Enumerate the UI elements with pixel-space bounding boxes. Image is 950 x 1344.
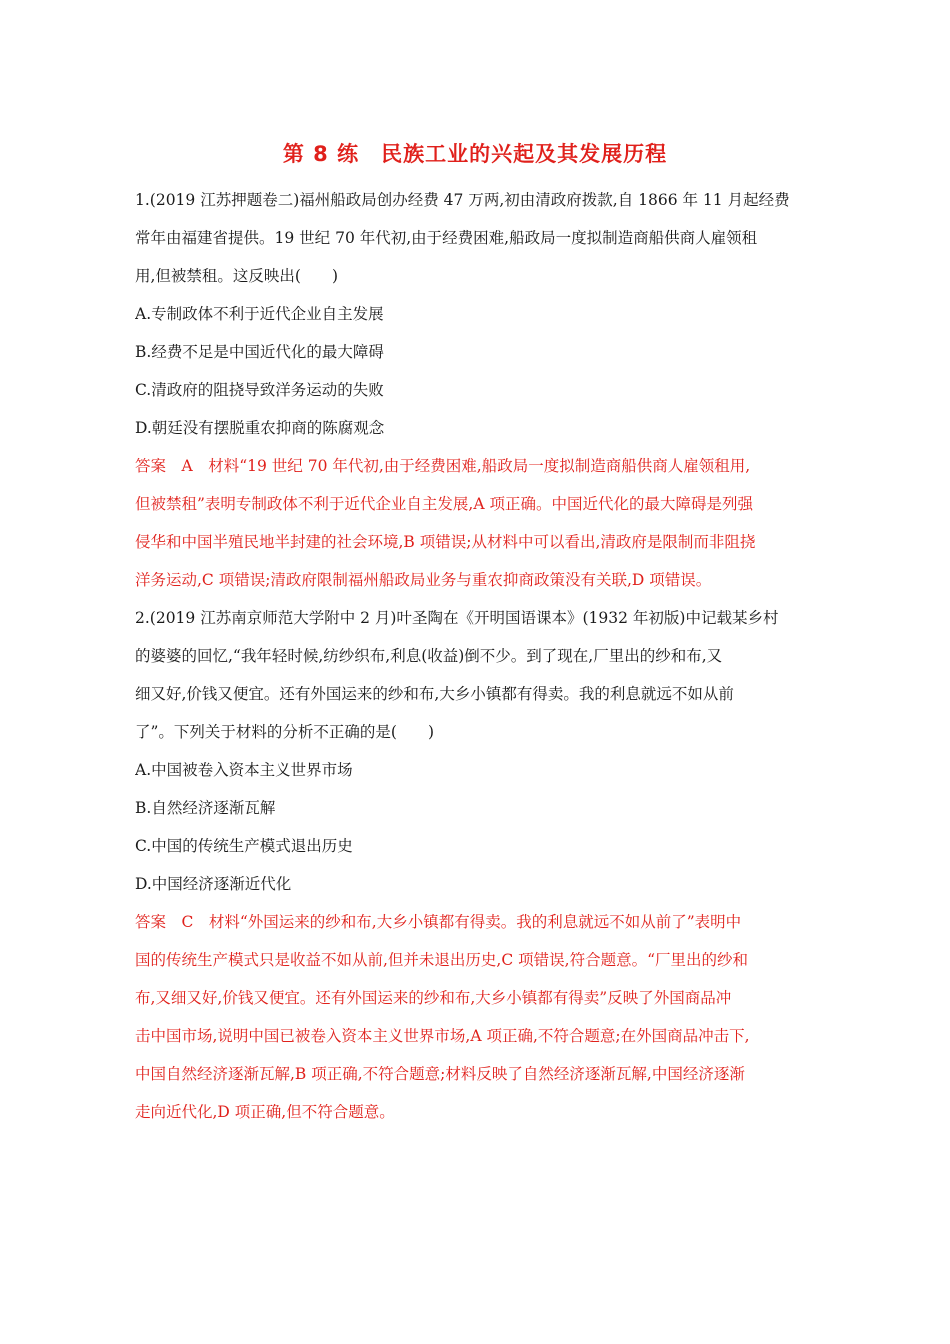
option-d: D.中国经济逐渐近代化 xyxy=(135,875,292,893)
stem-line: 常年由福建省提供。19 世纪 70 年代初,由于经费困难,船政局一度拟制造商船供商人雇领租 xyxy=(135,229,758,247)
question-1-stem xyxy=(135,186,815,300)
answer-text: 材料“外国运来的纱和布,大乡小镇都有得卖。我的利息就远不如从前了”表明中 xyxy=(208,913,742,931)
question-2-answer xyxy=(135,908,815,1136)
answer-text: 材料“19 世纪 70 年代初,由于经费困难,船政局一度拟制造商船供商人雇领租用, xyxy=(208,457,751,475)
stem-line: 了”。下列关于材料的分析不正确的是( ) xyxy=(135,723,435,741)
page-title: 第 8 练 民族工业的兴起及其发展历程 xyxy=(282,142,668,166)
answer-line: 侵华和中国半殖民地半封建的社会环境,B 项错误;从材料中可以看出,清政府是限制而非阻挠 xyxy=(135,533,756,551)
option-b: B.经费不足是中国近代化的最大障碍 xyxy=(135,343,384,361)
option-c: C.清政府的阻挠导致洋务运动的失败 xyxy=(135,381,384,399)
option-d: D.朝廷没有摆脱重农抑商的陈腐观念 xyxy=(135,419,385,437)
question-list xyxy=(135,186,815,1136)
option-b: B.自然经济逐渐瓦解 xyxy=(135,799,276,817)
answer-line: 中国自然经济逐渐瓦解,B 项正确,不符合题意;材料反映了自然经济逐渐瓦解,中国经济逐渐 xyxy=(135,1065,745,1083)
stem-line: 细又好,价钱又便宜。还有外国运来的纱和布,大乡小镇都有得卖。我的利息就远不如从前 xyxy=(135,685,734,703)
stem-line: 1.(2019 江苏押题卷二)福州船政局创办经费 47 万两,初由清政府拨款,自 1866 年 11 月起经费 xyxy=(135,191,790,209)
question-2-options xyxy=(135,756,815,908)
answer-line: 走向近代化,D 项正确,但不符合题意。 xyxy=(135,1103,395,1121)
answer-line: 击中国市场,说明中国已被卷入资本主义世界市场,A 项正确,不符合题意;在外国商品冲击下, xyxy=(135,1027,750,1045)
answer-line: 国的传统生产模式只是收益不如从前,但并未退出历史,C 项错误,符合题意。“厂里出的纱和 xyxy=(135,951,748,969)
answer-line: 布,又细又好,价钱又便宜。还有外国运来的纱和布,大乡小镇都有得卖”反映了外国商品冲 xyxy=(135,989,732,1007)
stem-line: 用,但被禁租。这反映出( ) xyxy=(135,267,339,285)
option-a: A.专制政体不利于近代企业自主发展 xyxy=(135,305,384,323)
question-2-stem xyxy=(135,604,815,756)
question-1-options xyxy=(135,300,815,452)
answer-label: 答案 A xyxy=(135,457,209,475)
answer-line xyxy=(135,452,815,490)
answer-label: 答案 C xyxy=(135,913,209,931)
stem-line: 的婆婆的回忆,“我年轻时候,纺纱织布,利息(收益)倒不少。到了现在,厂里出的纱和布,又 xyxy=(135,647,723,665)
question-1-answer xyxy=(135,452,815,604)
option-a: A.中国被卷入资本主义世界市场 xyxy=(135,761,353,779)
question-2 xyxy=(135,604,815,1136)
option-c: C.中国的传统生产模式退出历史 xyxy=(135,837,353,855)
answer-line: 洋务运动,C 项错误;清政府限制福州船政局业务与重农抑商政策没有关联,D 项错误。 xyxy=(135,571,712,589)
stem-line: 2.(2019 江苏南京师范大学附中 2 月)叶圣陶在《开明国语课本》(1932 年初版)中记载某乡村 xyxy=(135,609,779,627)
question-1 xyxy=(135,186,815,604)
answer-line xyxy=(135,908,815,946)
answer-line: 但被禁租”表明专制政体不利于近代企业自主发展,A 项正确。中国近代化的最大障碍是列强 xyxy=(135,495,753,513)
